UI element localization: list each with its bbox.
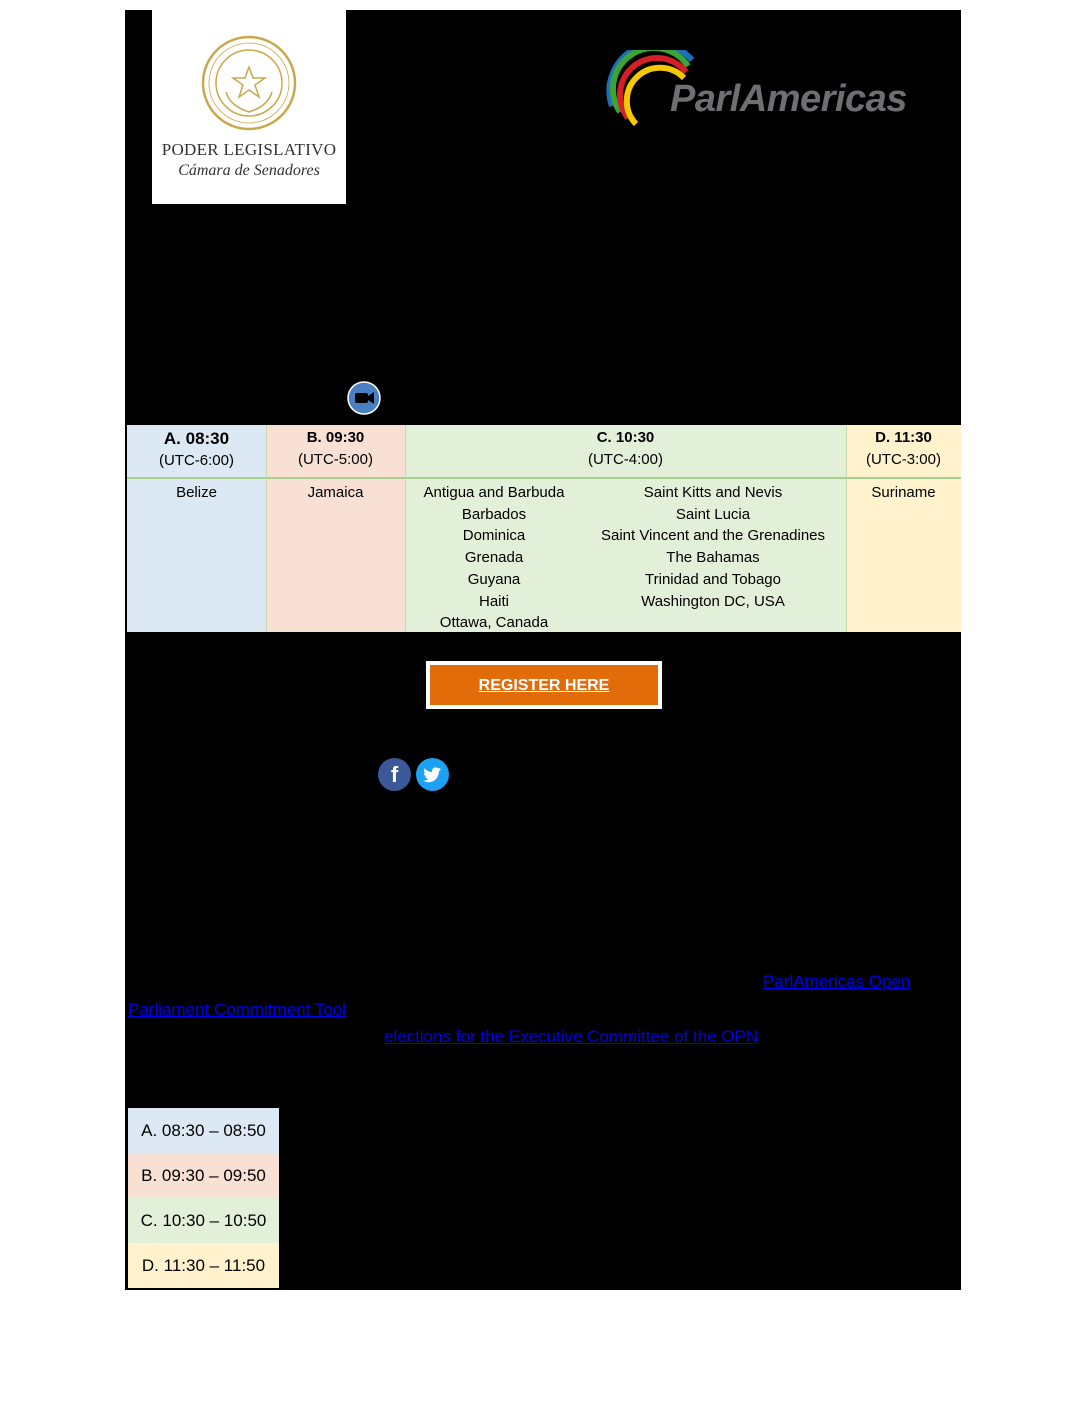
timezone-time: D. 11:30 (875, 429, 932, 446)
timezone-countries-a (127, 479, 266, 632)
country: Barbados (461, 505, 527, 523)
schedule-slot-b: B. 09:30 – 09:50 (128, 1153, 279, 1198)
timezone-time: B. 09:30 (306, 429, 365, 446)
country: Saint Kitts and Nevis (643, 484, 783, 501)
country: Ottawa, Canada (439, 614, 549, 632)
register-button-label[interactable]: REGISTER HERE (430, 665, 658, 705)
timezone-header-b (266, 425, 405, 477)
schedule-slot-c: C. 10:30 – 10:50 (128, 1198, 279, 1243)
country: Belize (176, 484, 217, 501)
country: Suriname (871, 484, 936, 501)
country: The Bahamas (666, 549, 760, 567)
schedule-slot-a: A. 08:30 – 08:50 (128, 1108, 279, 1153)
commitment-tool-link[interactable]: ParlAmericas Open (763, 972, 911, 991)
executive-committee-elections-link[interactable]: elections for the Executive Committee of the OPN (384, 1027, 759, 1046)
column-divider (266, 425, 267, 632)
facebook-icon[interactable]: f (378, 758, 411, 791)
timezone-countries-d (846, 479, 961, 632)
register-button[interactable] (426, 661, 662, 709)
commitment-tool-link-continued[interactable]: Parliament Commitment Tool (128, 1000, 346, 1019)
country: Saint Lucia (675, 505, 751, 523)
timezone-utc: (UTC-6:00) (158, 452, 234, 469)
timezone-utc: (UTC-5:00) (297, 451, 373, 468)
country: Antigua and Barbuda (423, 484, 565, 501)
country: Saint Vincent and the Grenadines (600, 527, 826, 545)
schedule-slot-d: D. 11:30 – 11:50 (128, 1243, 279, 1288)
column-divider (405, 425, 406, 632)
senate-logo-line2: Cámara de Senadores (178, 162, 320, 179)
timezone-countries-b (266, 479, 405, 632)
timezone-header-c (405, 425, 846, 477)
countries-list-left (405, 482, 583, 634)
country: Guyana (467, 570, 521, 588)
country: Dominica (462, 527, 526, 545)
country: Grenada (464, 549, 524, 567)
timezone-time: A. 08:30 (163, 429, 230, 448)
column-divider (846, 425, 847, 632)
senate-logo (152, 10, 346, 204)
timezone-table (127, 425, 961, 632)
timezone-time: C. 10:30 (596, 429, 655, 446)
senate-logo-line1: PODER LEGISLATIVO (161, 140, 337, 159)
twitter-icon[interactable] (416, 758, 449, 791)
timezone-utc: (UTC-3:00) (865, 451, 941, 468)
countries-list-right (583, 482, 843, 612)
timezone-header-d (846, 425, 961, 477)
parlamericas-logo-text: ParlAmericas (670, 78, 907, 120)
timezone-header-a (127, 425, 266, 477)
parlamericas-logo (604, 50, 934, 150)
zoom-icon[interactable] (347, 381, 381, 415)
country: Jamaica (307, 484, 364, 501)
country: Washington DC, USA (641, 592, 785, 610)
country: Haiti (478, 592, 509, 610)
paraguay-seal-icon (200, 34, 298, 132)
timezone-utc: (UTC-4:00) (587, 451, 663, 468)
timezone-countries-c (405, 479, 846, 632)
country: Trinidad and Tobago (645, 570, 781, 588)
